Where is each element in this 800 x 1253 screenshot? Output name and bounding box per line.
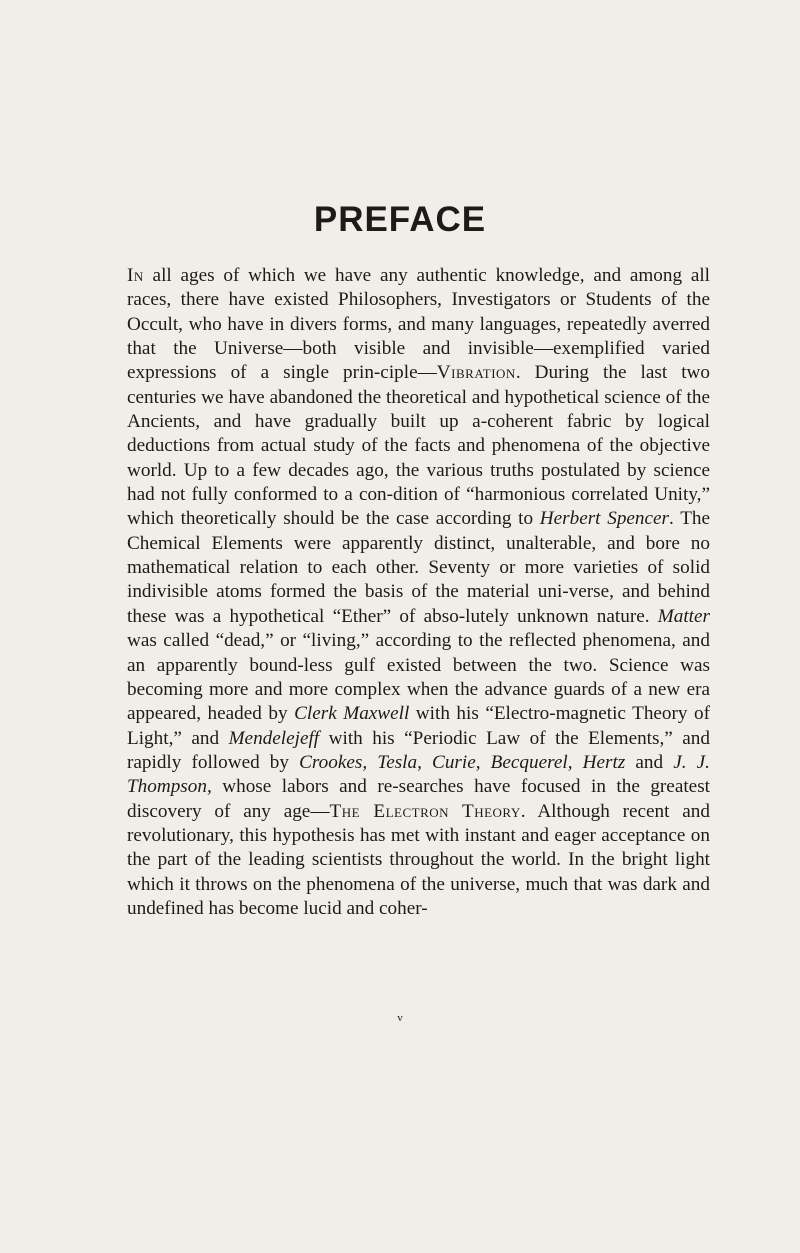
text-run: whose labors and re-searches have focused in the greatest discovery of any age— [127,776,710,822]
small-caps-text: Vibration [436,362,516,384]
italic-text: Mendelejeff [228,727,320,749]
page-number: v [397,1012,403,1024]
page-title: PREFACE [313,200,487,239]
italic-text: J. J. Thompson, [127,751,710,798]
italic-text: Crookes, Tesla, Curie, Becquerel, Hertz [299,751,626,773]
small-caps-text: In [127,265,144,286]
text-run: with his “Electro-magnetic Theory of Light,” and [127,703,710,749]
text-run: . The Chemical Elements were apparently distinct, unalterable, and bore no mathematical relation to each other. Seventy or more varieties of solid indivisible atoms formed the basis of the material uni-verse, and behind these was a hypothetical “Ether” of abso-lutely unknown nature. [127,508,711,627]
italic-text: Clerk Maxwell [294,703,410,725]
small-caps-text: The Electron Theory [329,800,521,822]
text-run: with his “Periodic Law of the Elements,” and rapidly followed by [127,727,710,773]
italic-text: Herbert Spencer [539,508,670,530]
text-run: . Although recent and revolutionary, this hypothesis has met with instant and eager acceptance on the part of the leading scientists throughout the world. In the bright light which it throws on the phenomena of the universe, much that was dark and undefined has become lucid and coher- [127,800,710,919]
text-run: was called “dead,” or “living,” according to the reflected phenomena, and an apparently bound-less gulf existed between the two. Science was becoming more and more complex when the advance guards of a new era appeared, headed by [127,630,710,725]
italic-text: Matter [657,605,710,627]
text-run: all ages of which we have any authentic knowledge, and among all races, there have existed Philosophers, Investigators or Students of the Occult, who have in divers forms, and many languages, repeatedly averred that the Universe—both visible and invisible—exemplified varied expressions of a single prin-ciple— [127,265,710,384]
text-run: and [625,751,674,773]
preface-paragraph [127,264,710,921]
text-run: . During the last two centuries we have abandoned the theoretical and hypothetical science of the Ancients, and have gradually built up a-coherent fabric by logical deductions from actual study of the facts and phenomena of the objective world. Up to a few decades ago, the various truths postulated by science had not fully conformed to a con-dition of “harmonious correlated Unity,” which theoretically should be the case according to [127,362,710,530]
